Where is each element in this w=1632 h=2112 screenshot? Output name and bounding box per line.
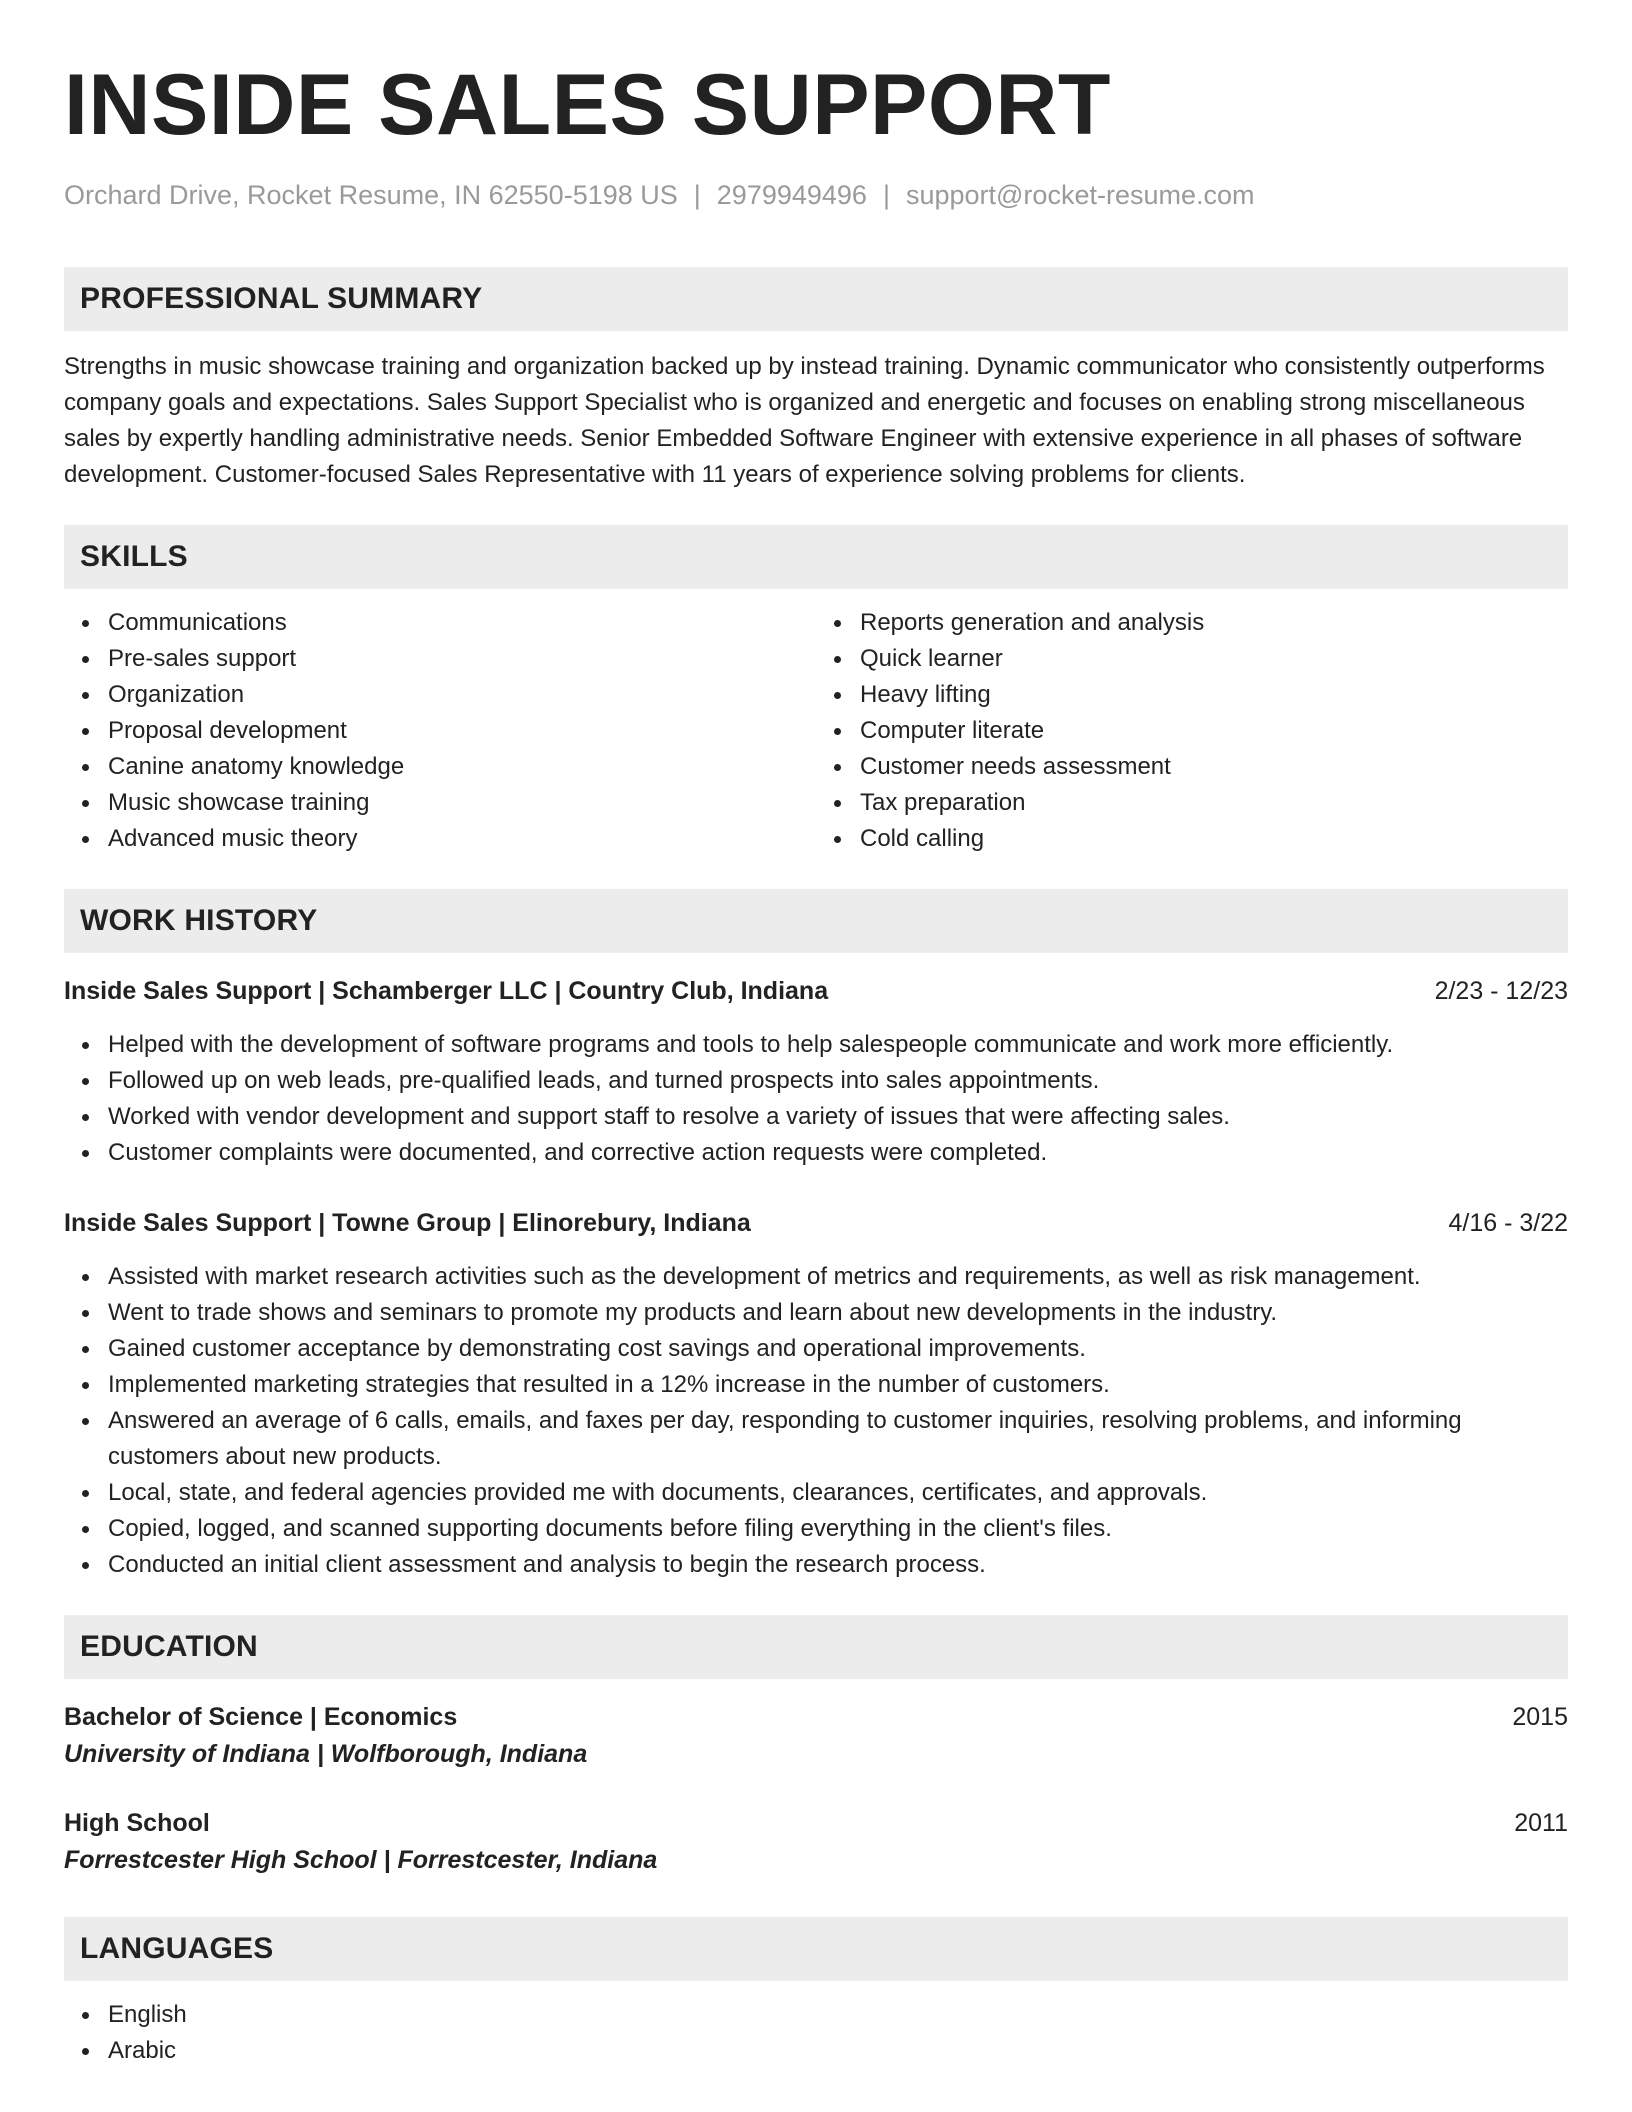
job-bullet: Local, state, and federal agencies provided me with documents, clearances, certificates, and approvals. <box>108 1475 1568 1511</box>
job-entry <box>64 1205 1568 1583</box>
languages-heading: LANGUAGES <box>64 1917 1568 1981</box>
contact-separator: | <box>882 180 890 210</box>
education-degree: Bachelor of Science | Economics <box>64 1703 458 1731</box>
job-bullet: Gained customer acceptance by demonstrating cost savings and operational improvements. <box>108 1331 1568 1367</box>
job-bullet: Implemented marketing strategies that resulted in a 12% increase in the number of customers. <box>108 1367 1568 1403</box>
education-school: University of Indiana | Wolfborough, Indiana <box>64 1740 588 1768</box>
job-bullet: Worked with vendor development and support staff to resolve a variety of issues that were affecting sales. <box>108 1099 1568 1135</box>
job-dates: 2/23 - 12/23 <box>1434 977 1568 1005</box>
job-bullet: Customer complaints were documented, and corrective action requests were completed. <box>108 1135 1568 1171</box>
education-row <box>64 1805 1568 1841</box>
skill-item: Tax preparation <box>860 785 1568 821</box>
job-bullet: Answered an average of 6 calls, emails, and faxes per day, responding to customer inquiries, resolving problems, and informing customers about new products. <box>108 1403 1568 1475</box>
skills-grid <box>64 605 1568 857</box>
contact-email: support@rocket-resume.com <box>905 180 1255 210</box>
job-bullets <box>64 1259 1568 1583</box>
skill-item: Heavy lifting <box>860 677 1568 713</box>
skill-item: Customer needs assessment <box>860 749 1568 785</box>
education-entry <box>64 1699 1568 1773</box>
job-title: Inside Sales Support | Towne Group | Elinorebury, Indiana <box>64 1209 751 1237</box>
contact-phone: 2979949496 <box>716 180 867 210</box>
language-item: English <box>108 1997 1568 2033</box>
education-row <box>64 1699 1568 1735</box>
skill-item: Quick learner <box>860 641 1568 677</box>
job-bullet: Assisted with market research activities such as the development of metrics and requirements, as well as risk management. <box>108 1259 1568 1295</box>
language-item: Arabic <box>108 2033 1568 2069</box>
job-bullets <box>64 1027 1568 1171</box>
education-entry <box>64 1805 1568 1879</box>
skills-column-left <box>64 605 816 857</box>
education-year: 2011 <box>1514 1809 1568 1837</box>
skill-item: Proposal development <box>108 713 816 749</box>
skill-item: Reports generation and analysis <box>860 605 1568 641</box>
education-school: Forrestcester High School | Forrestcester, Indiana <box>64 1846 658 1874</box>
summary-text: Strengths in music showcase training and organization backed up by instead training. Dynamic communicator who consistently outperforms company goals and expectations. Sales Support Specialist who is organized and energetic and focuses on enabling strong miscellaneous sales by expertly handling administrative needs. Senior Embedded Software Engineer with extensive experience in all phases of software development. Customer-focused Sales Representative with 11 years of experience solving problems for clients. <box>64 353 1545 488</box>
job-bullet: Followed up on web leads, pre-qualified leads, and turned prospects into sales appointments. <box>108 1063 1568 1099</box>
education-heading: EDUCATION <box>64 1615 1568 1679</box>
contact-separator: | <box>693 180 701 210</box>
job-title-row <box>64 973 1568 1009</box>
resume-name: INSIDE SALES SUPPORT <box>64 57 1111 153</box>
skills-heading: SKILLS <box>64 525 1568 589</box>
skill-item: Communications <box>108 605 816 641</box>
contact-line <box>64 177 1568 213</box>
skill-item: Canine anatomy knowledge <box>108 749 816 785</box>
education-degree: High School <box>64 1809 210 1837</box>
skills-column-right <box>816 605 1568 857</box>
skill-item: Pre-sales support <box>108 641 816 677</box>
skill-item: Computer literate <box>860 713 1568 749</box>
job-bullet: Went to trade shows and seminars to promote my products and learn about new developments in the industry. <box>108 1295 1568 1331</box>
job-title: Inside Sales Support | Schamberger LLC | Country Club, Indiana <box>64 977 829 1005</box>
skill-item: Cold calling <box>860 821 1568 857</box>
job-bullet: Helped with the development of software programs and tools to help salespeople communicate and work more efficiently. <box>108 1027 1568 1063</box>
job-title-row <box>64 1205 1568 1241</box>
skill-item: Music showcase training <box>108 785 816 821</box>
work-history-heading: WORK HISTORY <box>64 889 1568 953</box>
contact-address: Orchard Drive, Rocket Resume, IN 62550-5198 US <box>64 180 678 210</box>
skill-item: Advanced music theory <box>108 821 816 857</box>
job-bullet: Copied, logged, and scanned supporting documents before filing everything in the client's files. <box>108 1511 1568 1547</box>
job-entry <box>64 973 1568 1171</box>
skill-item: Organization <box>108 677 816 713</box>
job-bullet: Conducted an initial client assessment and analysis to begin the research process. <box>108 1547 1568 1583</box>
job-dates: 4/16 - 3/22 <box>1448 1209 1568 1237</box>
languages-list <box>64 1997 1568 2069</box>
education-year: 2015 <box>1512 1703 1568 1731</box>
summary-heading: PROFESSIONAL SUMMARY <box>64 267 1568 331</box>
